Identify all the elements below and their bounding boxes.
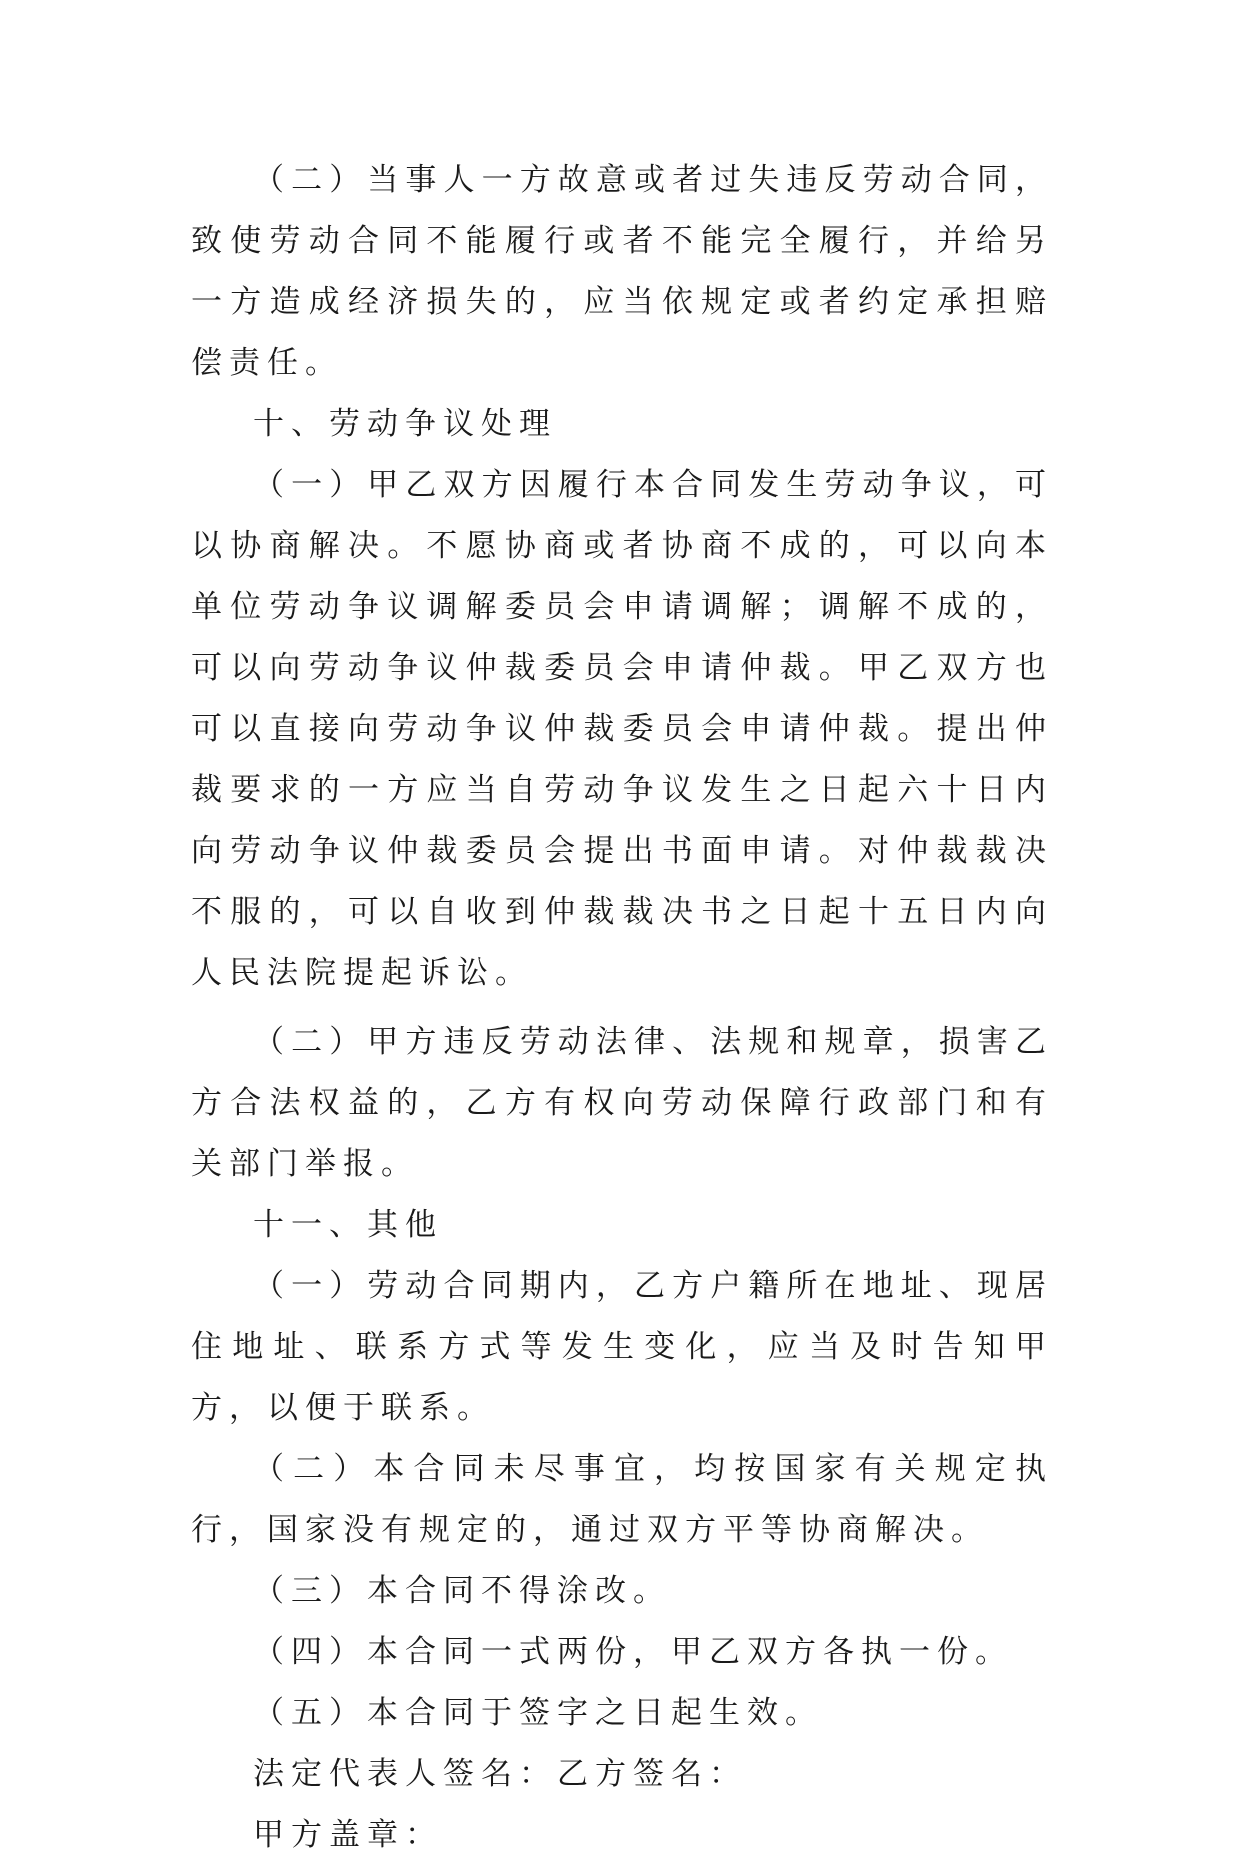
paragraph-effective-date: （五）本合同于签字之日起生效。 bbox=[253, 1695, 823, 1731]
paragraph-copies: （四）本合同一式两份，甲乙双方各执一份。 bbox=[253, 1634, 1013, 1670]
paragraph-unaddressed-matters: （二）本合同未尽事宜，均按国家有关规定执行，国家没有规定的，通过双方平等协商解决。 bbox=[191, 1451, 1053, 1548]
signature-line: 法定代表人签名：乙方签名： bbox=[253, 1756, 747, 1792]
paragraph-contact-change: （一）劳动合同期内，乙方户籍所在地址、现居住地址、联系方式等发生变化，应当及时告知甲方，以便于联系。 bbox=[191, 1268, 1053, 1426]
paragraph-no-alteration: （三）本合同不得涂改。 bbox=[253, 1573, 671, 1609]
section-heading-labor-dispute: 十、劳动争议处理 bbox=[253, 406, 557, 442]
seal-line: 甲方盖章： bbox=[253, 1817, 443, 1853]
paragraph-compensation-liability: （二）当事人一方故意或者过失违反劳动合同，致使劳动合同不能履行或者不能完全履行，并给另一方造成经济损失的，应当依规定或者约定承担赔偿责任。 bbox=[191, 162, 1053, 381]
paragraph-report-violation: （二）甲方违反劳动法律、法规和规章，损害乙方合法权益的，乙方有权向劳动保障行政部门和有关部门举报。 bbox=[191, 1024, 1053, 1182]
document-body bbox=[191, 150, 1053, 1866]
section-heading-other: 十一、其他 bbox=[253, 1207, 443, 1243]
paragraph-dispute-resolution: （一）甲乙双方因履行本合同发生劳动争议，可以协商解决。不愿协商或者协商不成的，可以向本单位劳动争议调解委员会申请调解；调解不成的，可以向劳动争议仲裁委员会申请仲裁。甲乙双方也可以直接向劳动争议仲裁委员会申请仲裁。提出仲裁要求的一方应当自劳动争议发生之日起六十日内向劳动争议仲裁委员会提出书面申请。对仲裁裁决不服的，可以自收到仲裁裁决书之日起十五日内向人民法院提起诉讼。 bbox=[191, 467, 1053, 991]
